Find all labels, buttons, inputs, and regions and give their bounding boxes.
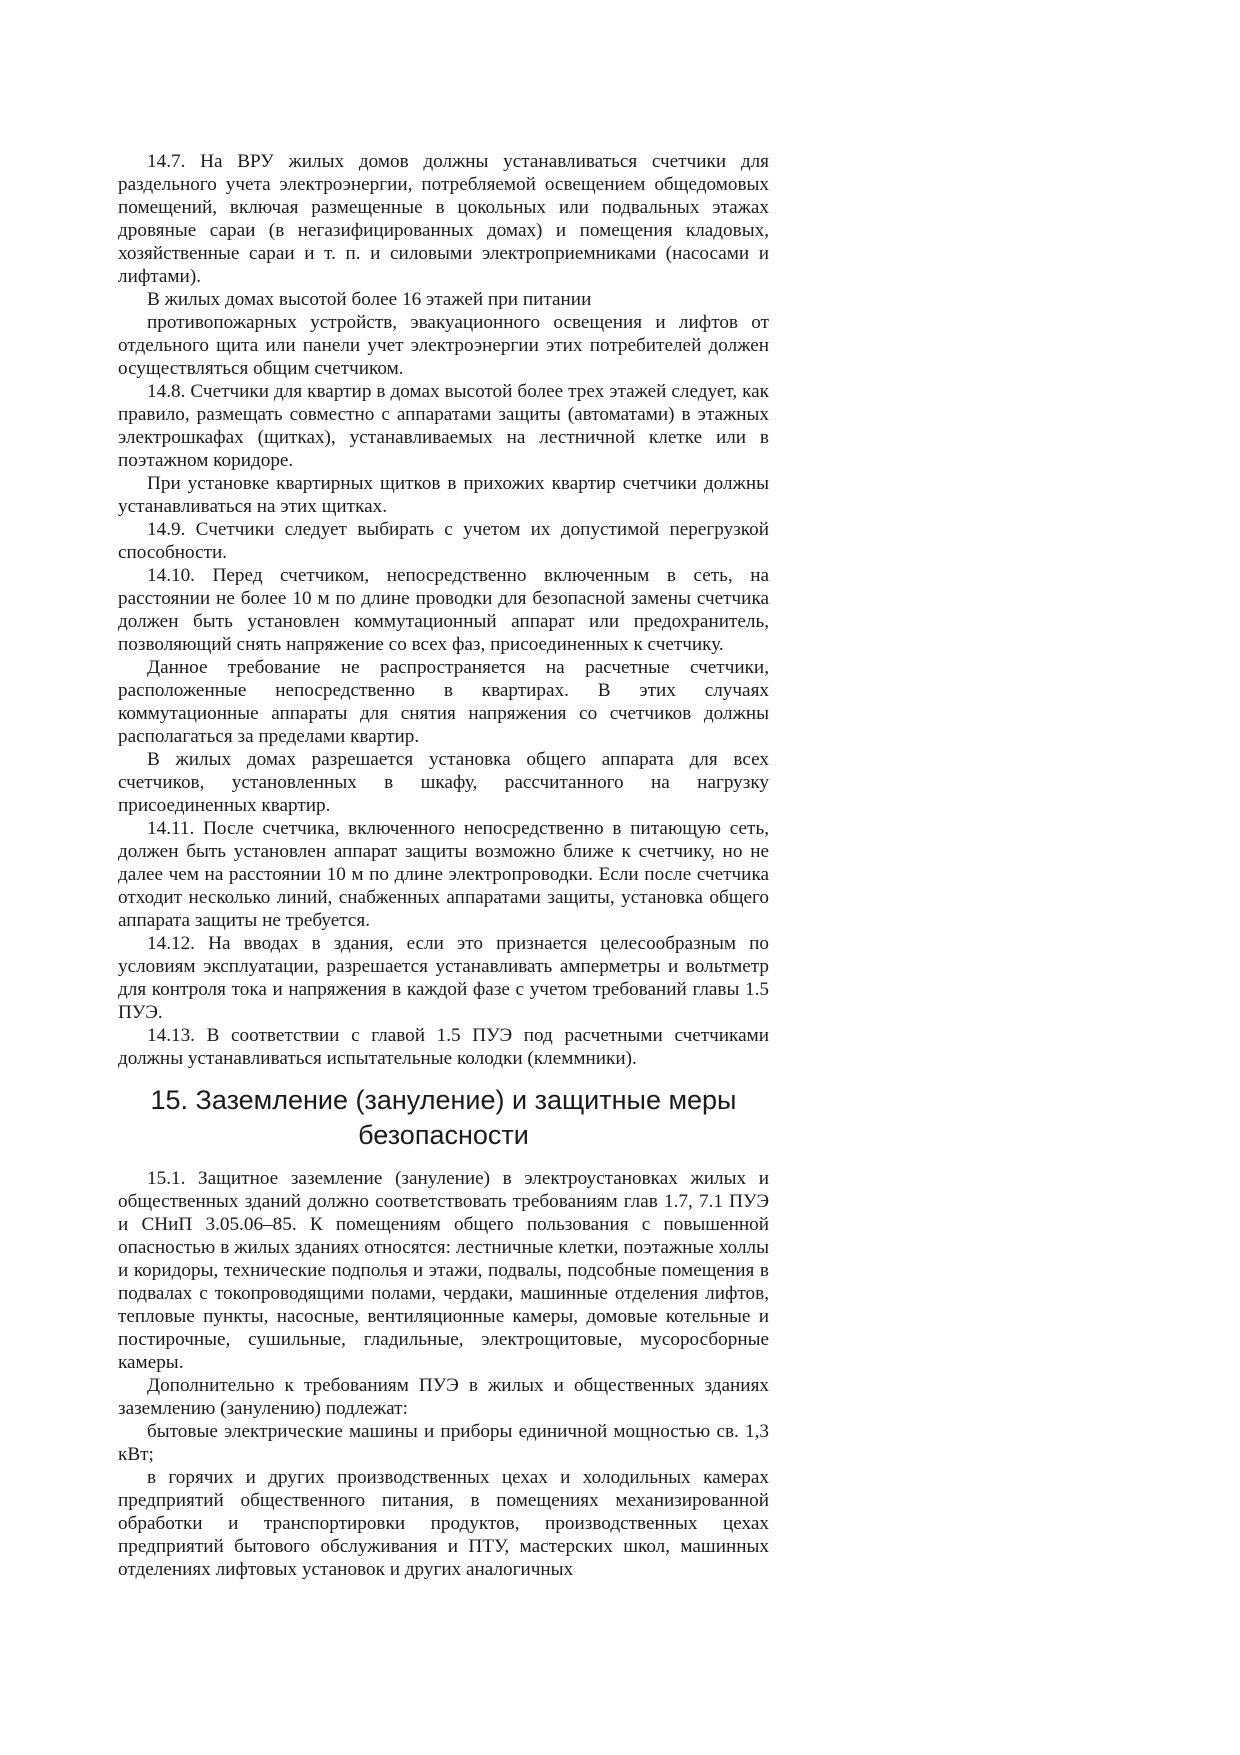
paragraph-14-8: 14.8. Счетчики для квартир в домах высотой более трех этажей следует, как правило, размещать совместно с аппаратами защиты (автоматами) в этажных электрошкафах (щитках), устанавливаемых на лестничной клетке или в поэтажном коридоре. [118,381,769,471]
section-heading-line-1: 15. Заземление (зануление) и защитные меры [150,1085,737,1115]
paragraph-14-11: 14.11. После счетчика, включенного непосредственно в питающую сеть, должен быть установлен аппарат защиты возможно ближе к счетчику, но не далее чем на расстоянии 10 м по длине электропроводки. Если после счетчика отходит несколько линий, снабженных аппаратами защиты, установка общего аппарата защиты не требуется. [118,818,769,931]
paragraph-common-apparatus: В жилых домах разрешается установка общего аппарата для всех счетчиков, установленных в шкафу, рассчитанного на нагрузку присоединенных квартир. [118,749,769,816]
paragraph-14-13: 14.13. В соответствии с главой 1.5 ПУЭ под расчетными счетчиками должны устанавливаться испытательные колодки (клеммники). [118,1025,769,1069]
paragraph-14-12: 14.12. На вводах в здания, если это признается целесообразным по условиям эксплуатации, разрешается устанавливать амперметры и вольтметр для контроля тока и напряжения в каждой фазе с учетом требований главы 1.5 ПУЭ. [118,933,769,1023]
section-heading-line-2: безопасности [358,1120,529,1150]
section-heading-15 [118,1083,769,1153]
paragraph-14-7: 14.7. На ВРУ жилых домов должны устанавливаться счетчики для раздельного учета электроэнергии, потребляемой освещением общедомовых помещений, включая размещенные в цокольных или подвальных этажах дровяные сараи (в негазифицированных домах) и помещения кладовых, хозяйственные сараи и т. п. и силовыми электроприемниками (насосами и лифтами). [118,151,769,287]
paragraph-hallway-panels: При установке квартирных щитков в прихожих квартир счетчики должны устанавливаться на этих щитках. [118,473,769,517]
paragraph-requirement-exception: Данное требование не распространяется на расчетные счетчики, расположенные непосредственно в квартирах. В этих случаях коммутационные аппараты для снятия напряжения со счетчиков должны располагаться за пределами квартир. [118,657,769,747]
paragraph-16-floors-intro: В жилых домах высотой более 16 этажей при питании [147,289,592,310]
paragraph-15-1: 15.1. Защитное заземление (зануление) в электроустановках жилых и общественных зданий должно соответствовать требованиям глав 1.7, 7.1 ПУЭ и СНиП 3.05.06–85. К помещениям общего пользования с повышенной опасностью в жилых зданиях относятся: лестничные клетки, поэтажные холлы и коридоры, технические подполья и этажи, подвалы, подсобные помещения в подвалах с токопроводящими полами, чердаки, машинные отделения лифтов, тепловые пункты, насосные, вентиляционные камеры, домовые котельные и постирочные, сушильные, гладильные, электрощитовые, мусоросборные камеры. [118,1168,769,1373]
paragraph-14-9: 14.9. Счетчики следует выбирать с учетом их допустимой перегрузкой способности. [118,519,769,563]
paragraph-additional-requirements: Дополнительно к требованиям ПУЭ в жилых и общественных зданиях заземлению (занулению) подлежат: [118,1375,769,1419]
document-page [118,150,769,1581]
paragraph-16-floors-continued: противопожарных устройств, эвакуационного освещения и лифтов от отдельного щита или панели учет электроэнергии этих потребителей должен осуществляться общим счетчиком. [118,312,769,379]
paragraph-14-10: 14.10. Перед счетчиком, непосредственно включенным в сеть, на расстоянии не более 10 м по длине проводки для безопасной замены счетчика должен быть установлен коммутационный аппарат или предохранитель, позволяющий снять напряжение со всех фаз, присоединенных к счетчику. [118,565,769,655]
paragraph-household-machines: бытовые электрические машины и приборы единичной мощностью св. 1,3 кВт; [118,1421,769,1465]
paragraph-hot-workshops: в горячих и других производственных цехах и холодильных камерах предприятий общественного питания, в помещениях механизированной обработки и транспортировки продуктов, производственных цехах предприятий бытового обслуживания и ПТУ, мастерских школ, машинных отделениях лифтовых установок и других аналогичных [118,1467,769,1580]
